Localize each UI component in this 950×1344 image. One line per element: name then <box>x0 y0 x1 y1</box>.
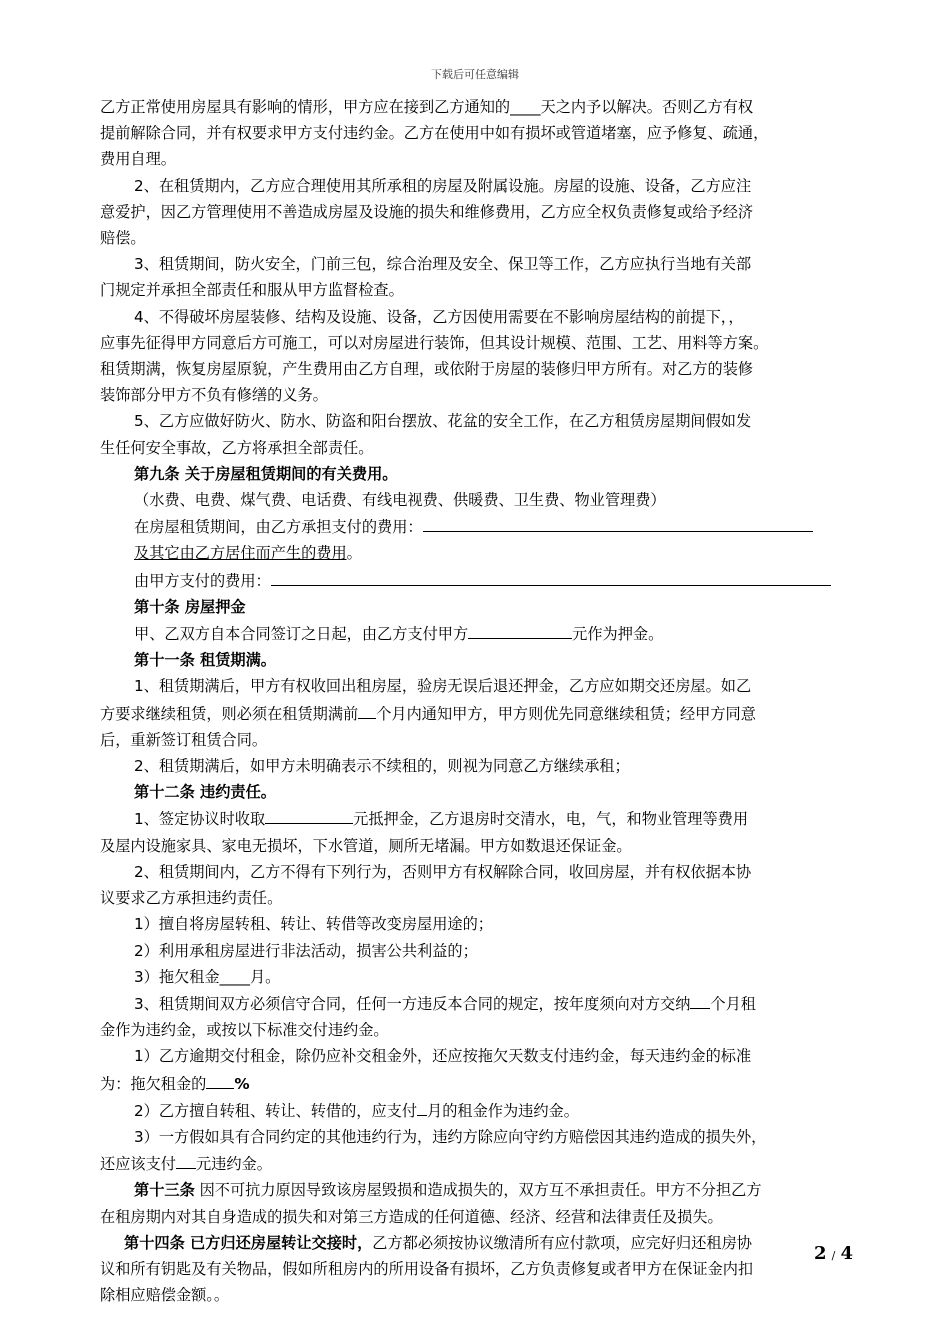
text-line: 5、乙方应做好防火、防水、防盗和阳台摆放、花盆的安全工作，在乙方租赁房屋期间假如发 <box>134 412 752 431</box>
text-line: 生任何安全事故，乙方将承担全部责任。 <box>100 438 374 457</box>
page-number: 2 / 4 <box>814 1243 853 1264</box>
fee-note: 及其它由乙方居住而产生的费用 <box>134 544 347 563</box>
sublet-months-blank[interactable] <box>417 1097 427 1116</box>
text-line: 提前解除合同，并有权要求甲方支付违约金。乙方在使用中如有损坏或管道堵塞，应予修复、疏通， <box>100 124 769 143</box>
penalty-months-blank[interactable] <box>690 990 710 1009</box>
article-11-title: 第十一条 租赁期满。 <box>134 651 276 670</box>
text-line: 1）擅自将房屋转租、转让、转借等改变房屋用途的； <box>134 915 493 934</box>
penalty-amount-blank[interactable] <box>176 1150 196 1169</box>
text-line: 除相应赔偿金额。。 <box>100 1286 230 1305</box>
text-line: 为：拖欠租金的 % <box>100 1070 852 1097</box>
text-line: 第十三条 因不可抗力原因导致该房屋毁损和造成损失的，双方互不承担责任。甲方不分担乙方 <box>134 1181 762 1200</box>
blank-field[interactable] <box>423 513 813 532</box>
text-line: 2、在租赁期内，乙方应合理使用其所承租的房屋及附属设施。房屋的设施、设备，乙方应注 <box>134 176 752 195</box>
text-line: 2）乙方擅自转租、转让、转借的，应支付 月的租金作为违约金。 <box>100 1097 852 1124</box>
fee-label-landlord: 由甲方支付的费用： <box>134 571 271 590</box>
document-body <box>100 94 852 1308</box>
text-line: 2、租赁期间内，乙方不得有下列行为，否则甲方有权解除合同，收回房屋，并有权依据本协 <box>134 862 752 881</box>
fee-label-tenant: 在房屋租赁期间，由乙方承担支付的费用： <box>134 518 423 537</box>
text-line: 门规定并承担全部责任和服从甲方监督检查。 <box>100 281 404 300</box>
text-line: 3、租赁期间双方必须信守合同，任何一方违反本合同的规定，按年度须向对方交纳 个月租 <box>100 990 852 1017</box>
text-line: 1）乙方逾期交付租金，除仍应补交租金外，还应按拖欠天数支付违约金，每天违约金的标准 <box>134 1047 752 1066</box>
text-line: 及屋内设施家具、家电无损坏，下水管道，厕所无堵漏。甲方如数退还保证金。 <box>100 836 632 855</box>
text-line: 2、租赁期满后，如甲方未明确表示不续租的，则视为同意乙方继续承租； <box>134 757 630 776</box>
text-line: 第十四条 已方归还房屋转让交接时，乙方都必须按协议缴清所有应付款项，应完好归还租房协 <box>124 1233 752 1252</box>
text-line: 甲、乙双方自本合同签订之日起，由乙方支付甲方 元作为押金。 <box>100 620 852 647</box>
text-line: 方要求继续租赁，则必须在租赁期满前 个月内通知甲方，甲方则优先同意继续租赁；经甲方同意 <box>100 700 852 727</box>
total-pages: 4 <box>840 1243 853 1264</box>
percent-blank[interactable] <box>206 1070 234 1089</box>
text-line: 金作为违约金，或按以下标准交付违约金。 <box>100 1021 389 1040</box>
text-line: 应事先征得甲方同意后方可施工，可以对房屋进行装饰，但其设计规模、范围、工艺、用料等方案。 <box>100 333 769 352</box>
text-line: 在租房期内对其自身造成的损失和对第三方造成的任何道德、经济、经营和法律责任及损失。 <box>100 1207 723 1226</box>
text-line <box>100 513 852 540</box>
article-14-title: 第十四条 已方归还房屋转让交接时， <box>124 1233 373 1252</box>
text-line: （水费、电费、煤气费、电话费、有线电视费、供暖费、卫生费、物业管理费） <box>134 491 666 510</box>
text-line: 1、签定协议时收取 元抵押金，乙方退房时交清水，电，气，和物业管理等费用 <box>100 805 852 832</box>
text-line: 及其它由乙方居住而产生的费用。 <box>134 544 362 563</box>
text-line: 4、不得破坏房屋装修、结构及设施、设备，乙方因使用需要在不影响房屋结构的前提下，， <box>134 307 744 326</box>
text-line: 3）拖欠租金____月。 <box>134 967 281 986</box>
text-line: 装饰部分甲方不负有修缮的义务。 <box>100 386 328 405</box>
text-line: 费用自理。 <box>100 150 176 169</box>
text-line: 3）一方假如具有合同约定的其他违约行为，违约方除应向守约方赔偿因其违约造成的损失外， <box>134 1127 767 1146</box>
text-line: 议和所有钥匙及有关物品，假如所租房内的所用设备有损坏，乙方负责修复或者甲方在保证金内扣 <box>100 1259 754 1278</box>
text-line: 意爱护，因乙方管理使用不善造成房屋及设施的损失和维修费用，乙方应全权负责修复或给予经济 <box>100 202 754 221</box>
article-12-title: 第十二条 违约责任。 <box>134 783 276 802</box>
page-header: 下载后可任意编辑 <box>431 68 519 81</box>
text-line: 还应该支付 元违约金。 <box>100 1150 852 1177</box>
text-line: 乙方正常使用房屋具有影响的情形，甲方应在接到乙方通知的____天之内予以解决。否则乙方有权 <box>100 98 754 116</box>
text-line: 1、租赁期满后，甲方有权收回出租房屋，验房无误后退还押金，乙方应如期交还房屋。如乙 <box>134 677 752 696</box>
article-9-title: 第九条 关于房屋租赁期间的有关费用。 <box>134 464 398 483</box>
text-line <box>100 567 852 594</box>
text-line: 议要求乙方承担违约责任。 <box>100 889 283 908</box>
deposit-blank[interactable] <box>468 620 572 639</box>
text-line: 3、租赁期间，防火安全，门前三包，综合治理及安全、保卫等工作，乙方应执行当地有关部 <box>134 255 752 274</box>
article-10-title: 第十条 房屋押金 <box>134 597 246 616</box>
current-page: 2 <box>814 1243 827 1264</box>
months-blank[interactable] <box>358 700 376 719</box>
deposit-amount-blank[interactable] <box>265 805 353 824</box>
text-line: 2）利用承租房屋进行非法活动，损害公共利益的； <box>134 941 478 960</box>
blank-field[interactable] <box>271 567 831 586</box>
text-line: 后，重新签订租赁合同。 <box>100 730 268 749</box>
article-13-title: 第十三条 <box>134 1181 195 1200</box>
text-line: 赔偿。 <box>100 229 146 248</box>
text-line: 租赁期满，恢复房屋原貌，产生费用由乙方自理，或依附于房屋的装修归甲方所有。对乙方的装修 <box>100 360 754 379</box>
